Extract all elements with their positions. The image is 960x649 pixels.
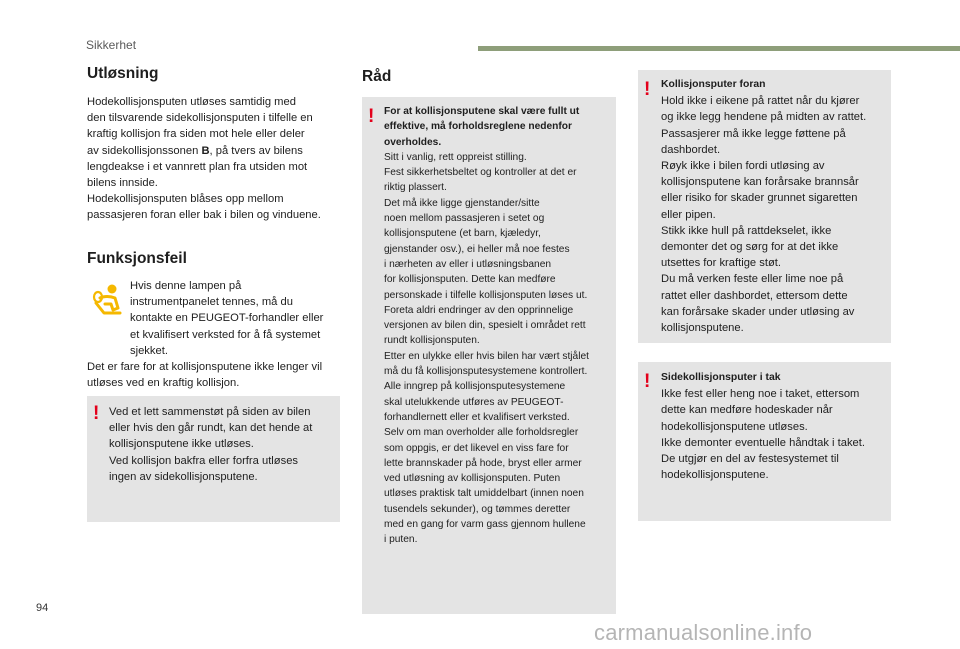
precautions-text (384, 104, 616, 548)
zone-b-label: B (201, 144, 210, 157)
warning-box-side-collision (87, 396, 340, 522)
airbag-warning-lamp-icon (92, 283, 124, 317)
watermark: carmanualsonline.info (594, 620, 813, 645)
page-number: 94 (36, 602, 49, 614)
utlosning-heading: Utløsning (87, 65, 159, 82)
front-airbags-title: Kollisjonsputer foran (661, 79, 766, 90)
roof-airbags-text (661, 370, 891, 483)
section-label: Sikkerhet (86, 38, 137, 52)
warning-box-front-airbags (638, 70, 891, 343)
roof-airbags-body: Ikke fest eller heng noe i taket, ettersom dette kan medføre hodeskader når hodekollisjonsputene utløses. Ikke demonter eventuelle håndtak i taket. De utgjør en del av festesystemet til hodekollisjonsputene. (661, 388, 865, 482)
precautions-body: Sitt i vanlig, rett oppreist stilling. Fest sikkerhetsbeltet og kontroller at det er riktig plassert. Det må ikke ligge gjenstander/sitte noen mellom passasjeren i setet og kollisjonsputene (et barn, kjæledyr, gjenstander osv.), ei heller må noe festes i nærheten av eller i utløsningsbanen for kollisjonsputen. Dette kan medføre personskade i tilfelle kollisjonsputen løses ut. Foreta aldri endringer av den opprinnelige versjonen av bilen din, spesielt i området rett rundt kollisjonsputen. Etter en ulykke eller hvis bilen har vært stjålet må du få kollisjonsputesystemene kontrollert. Alle inngrep på kollisjonsputesystemene skal utelukkende utføres av PEUGEOT- forhandlernett eller et kvalifisert verksted. Selv om man overholder alle forholdsregler som oppgis, er det likevel en viss fare for lette brannskader på hode, bryst eller armer ved utløsning av kollisjonsputen. Puten utløses praktisk talt umiddelbart (innen noen tusendels sekunder), og tømmes deretter med en gang for varm gass gjennom hullene i puten. (384, 151, 589, 546)
warning-icon: ! (644, 371, 651, 392)
front-airbags-text (661, 77, 891, 336)
funksjonsfeil-heading: Funksjonsfeil (87, 250, 187, 267)
funksjonsfeil-paragraph: Det er fare for at kollisjonsputene ikke lenger vil utløses ved en kraftig kollisjon. (87, 361, 323, 390)
warning-text: Ved et lett sammenstøt på siden av bilen eller hvis den går rundt, kan det hende at kollisjonsputene ikke utløses. Ved kollisjon bakfra eller forfra utløses ingen av sidekollisjonsputene. (109, 406, 313, 483)
section-accent-bar (478, 46, 960, 51)
warning-icon: ! (368, 106, 375, 127)
front-airbags-body: Hold ikke i eikene på rattet når du kjører og ikke legg hendene på midten av rattet. Passasjerer må ikke legge føttene på dashbordet. Røyk ikke i bilen fordi utløsing av kollisjonsputene kan forårsake brannsår eller risiko for skader grunnet sigaretten eller pipen. Stikk ikke hull på rattdekselet, ikke demonter det og sørg for at det ikke utsettes for kraftige støt. Du må verken feste eller lime noe på rattet eller dashbordet, ettersom dette kan forårsake skader under utløsing av kollisjonsputene. (661, 95, 867, 335)
warning-box-precautions (362, 97, 616, 614)
roof-airbags-title: Sidekollisjonsputer i tak (661, 372, 781, 383)
lamp-description: Hvis denne lampen på instrumentpanelet tennes, må du kontakte en PEUGEOT-forhandler eller et kvalifisert verksted for å få systemet sjekket. (130, 280, 324, 357)
rad-heading: Råd (362, 68, 392, 85)
utlosning-text-b: , på tvers av bilens lengdeakse i et vannrett plan fra utsiden mot bilens innside. Hodekollisjonsputen blåses opp mellom passasjeren foran eller bak i bilen og vinduene. (87, 144, 321, 222)
warning-box-roof-airbags (638, 362, 891, 521)
warning-icon: ! (93, 403, 100, 424)
utlosning-paragraph (87, 94, 349, 224)
utlosning-text-a: Hodekollisjonsputen utløses samtidig med den tilsvarende sidekollisjonsputen i tilfelle en kraftig kollisjon fra siden mot hele eller deler av sidekollisjonssonen (87, 96, 313, 157)
warning-icon: ! (644, 79, 651, 100)
precautions-title: For at kollisjonsputene skal være fullt ut effektive, må forholdsreglene nedenfor overholdes. (384, 106, 580, 148)
